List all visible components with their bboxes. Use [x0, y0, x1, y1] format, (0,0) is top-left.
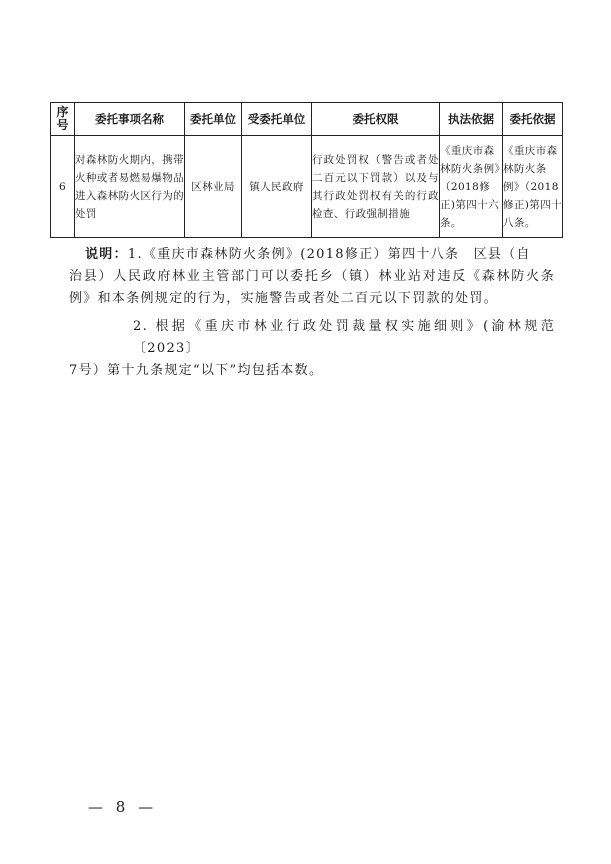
note-1-line1: 1.《重庆市森林防火条例》(2018修正）第四十八条 区县（自 — [127, 247, 531, 262]
header-unit: 委托单位 — [185, 103, 242, 136]
header-seq-line1: 序 — [56, 105, 69, 119]
cell-scope: 行政处罚权（警告或者处二百元以下罚款）以及与其行政处罚权有关的行政检查、行政强制措施 — [312, 136, 440, 238]
header-entrust-basis: 委托依据 — [503, 103, 563, 136]
entrustment-table — [50, 102, 563, 238]
table-row — [51, 136, 563, 238]
notes-section — [69, 244, 555, 382]
header-seq-line2: 号 — [56, 118, 69, 132]
notes-label: 说明： — [85, 247, 128, 262]
cell-recv: 镇人民政府 — [242, 136, 312, 238]
note-1-continuation: 治县）人民政府林业主管部门可以委托乡（镇）林业站对违反《森林防火条例》和本条例规定的行为，实施警告或者处二百元以下罚款的处罚。 — [69, 269, 555, 306]
cell-item: 对森林防火期内，携带火种或者易燃易爆物品进入森林防火区行为的处罚 — [75, 136, 185, 238]
cell-law-basis: 《重庆市森林防火条例》（2018修正)第四十六条。 — [440, 136, 503, 238]
header-seq — [51, 103, 75, 136]
header-item: 委托事项名称 — [75, 103, 185, 136]
cell-unit: 区林业局 — [185, 136, 242, 238]
header-law-basis: 执法依据 — [440, 103, 503, 136]
cell-entrust-basis: 《重庆市森林防火条例》（2018修正)第四十八条。 — [503, 136, 563, 238]
note-1 — [85, 244, 555, 266]
header-recv: 受委托单位 — [242, 103, 312, 136]
cell-seq: 6 — [51, 136, 75, 238]
page-number: — 8 — — [88, 798, 158, 816]
note-2: 2. 根据《重庆市林业行政处罚裁量权实施细则》(渝林规范〔2023〕 — [133, 319, 555, 356]
table-header-row — [51, 103, 563, 136]
header-scope: 委托权限 — [312, 103, 440, 136]
note-2-continuation: 7号）第十九条规定“以下”均包括本数。 — [69, 363, 324, 378]
